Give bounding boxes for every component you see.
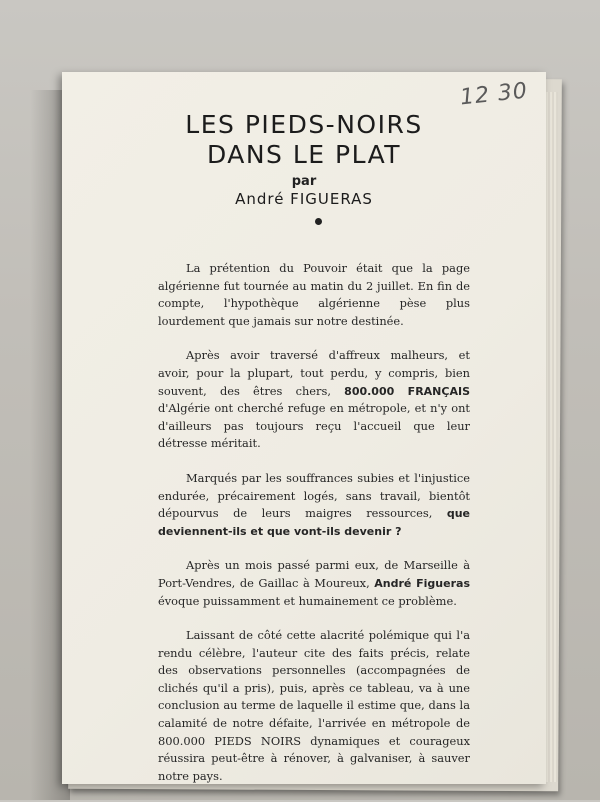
bullet-dot bbox=[315, 218, 322, 225]
paragraph-text: Marqués par les souffrances subies et l'injustice endurée, précairement logés, sans travail, bientôt dépourvus de leurs maigres ressources, bbox=[158, 470, 470, 521]
by-label: par bbox=[291, 174, 317, 189]
paragraph-text: La prétention du Pouvoir était que la page algérienne fut tournée au matin du 2 juillet. En fin de compte, l'hypothèque algérienne pèse plus lourdement que jamais sur notre destinée. bbox=[158, 261, 470, 328]
blurb-text bbox=[158, 260, 470, 802]
blurb-paragraph bbox=[158, 347, 470, 453]
emphasis-text: que deviennent-ils et que vont-ils devenir ? bbox=[158, 507, 470, 538]
handwritten-price-note: 12 30 bbox=[458, 78, 530, 111]
blurb-paragraph bbox=[158, 557, 470, 610]
paragraph-text: Après avoir traversé d'affreux malheurs, et avoir, pour la plupart, tout perdu, y compris, bien souvent, des êtres chers, bbox=[158, 348, 470, 398]
title-line-2: DANS LE PLAT bbox=[206, 140, 402, 169]
book-title bbox=[62, 110, 546, 170]
paragraph-text: Après un mois passé parmi eux, de Marseille à Port-Vendres, de Gaillac à Moureux, bbox=[158, 558, 470, 590]
blurb-paragraph bbox=[158, 470, 470, 540]
emphasis-text: 800.000 FRANÇAIS bbox=[344, 384, 470, 398]
paragraph-text: évoque puissamment et humainement ce problème. bbox=[158, 593, 457, 608]
title-line-1: LES PIEDS-NOIRS bbox=[185, 110, 423, 139]
paragraph-text: d'Algérie ont cherché refuge en métropole, et n'y ont d'ailleurs pas toujours reçu l'accueil que leur détresse méritait. bbox=[158, 401, 470, 451]
paragraph-text: Laissant de côté cette alacrité polémique qui l'a rendu célèbre, l'auteur cite des faits précis, relate des observations personnelles (accompagnées de clichés qu'il a pris), puis, après ce tableau, va à une conclusion au terme de laquelle il estime que, dans la calamité de notre défaite, l'arrivée en métropole de 800.000 PIEDS NOIRS dynamiques et courageux réussira peut-être à rénover, à galvaniser, à sauver notre pays. bbox=[158, 628, 470, 783]
book-back-cover bbox=[62, 72, 546, 784]
blurb-paragraph bbox=[158, 260, 470, 330]
emphasis-text: André Figueras bbox=[374, 576, 470, 590]
author-name: André FIGUERAS bbox=[235, 190, 373, 208]
blurb-paragraph bbox=[158, 627, 470, 785]
